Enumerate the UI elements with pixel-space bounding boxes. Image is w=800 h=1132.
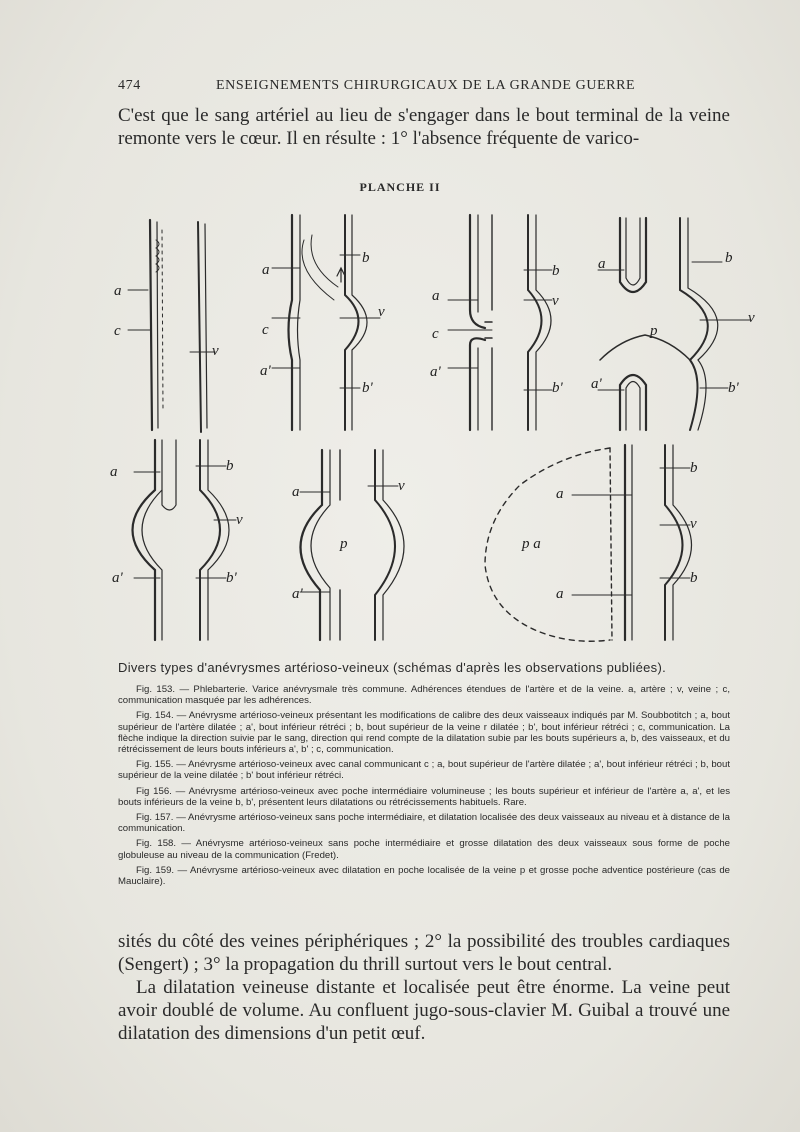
figure-captions	[118, 684, 730, 891]
label-a-prime: a'	[591, 376, 602, 392]
label-b: b	[552, 263, 560, 279]
label-b: b	[725, 250, 733, 266]
bottom-paragraph-1: sités du côté des veines périphériques ; 2° la possibilité des troubles cardiaques (Sengert) ; 3° la propagation du thrill surtout vers le bout central.	[118, 931, 730, 975]
figure-158	[300, 450, 404, 640]
label-b: b	[690, 460, 698, 476]
top-paragraph: C'est que le sang artériel au lieu de s'engager dans le bout terminal de la veine remonte vers le cœur. Il en résulte : 1° l'absence fréquente de varico-	[118, 105, 730, 149]
label-b: b	[226, 458, 234, 474]
label-b-prime: b'	[226, 570, 237, 586]
caption-fig-159: Fig. 159. — Anévrysme artérioso-veineux avec dilatation en poche localisée de la veine p et grosse poche adventice postérieure (cas de Mauclaire).	[118, 864, 730, 888]
label-a: a	[556, 586, 564, 602]
caption-fig-154: Fig. 154. — Anévrysme artérioso-veineux présentant les modifications de calibre des deux vaisseaux indiqués par M. Soubbotitch ; a, bout supérieur de l'artère dilatée ; a', bout inférieur rétréci ; b, bout supérieur de la veine r dilatée ; b', bout inférieur rétréci ; c, communication. La flèche indique la direction suivie par le sang, direction qui rend compte de la dilatation subie par les bouts supérieurs a, b, des vaisseaux, et du rétrécissement de leurs bouts inférieurs a', b' ; c, communication.	[118, 710, 730, 756]
label-v: v	[748, 310, 755, 326]
label-v: v	[690, 516, 697, 532]
bottom-paragraph-2: La dilatation veineuse distante et localisée peut être énorme. La veine peut avoir doublé de volume. Au confluent jugo-sous-clavier M. Guibal a trouvé une dilatation des dimensions d'un petit œuf.	[118, 977, 730, 1044]
caption-fig-156: Fig 156. — Anévrysme artérioso-veineux avec poche intermédiaire volumineuse ; les bouts supérieur et inférieur de l'artère a, a', et les bouts inférieurs de la veine b, b', présentent leurs dilatations ou rétrécissements habituels. Rare.	[118, 785, 730, 808]
label-a-prime: a'	[260, 363, 271, 379]
figure-154	[272, 215, 380, 430]
label-p: p	[340, 536, 348, 552]
label-a-prime: a'	[112, 570, 123, 586]
figure-159	[485, 445, 692, 641]
label-v: v	[378, 304, 385, 320]
label-b-prime: b'	[362, 380, 373, 396]
label-a: a	[262, 262, 270, 278]
label-v: v	[212, 343, 219, 359]
label-v: v	[552, 293, 559, 309]
label-b-prime: b'	[728, 380, 739, 396]
label-b: b	[362, 250, 370, 266]
label-a: a	[556, 486, 564, 502]
label-a: a	[432, 288, 440, 304]
label-c: c	[114, 323, 121, 339]
caption-fig-157: Fig. 157. — Anévrysme artérioso-veineux sans poche intermédiaire, et dilatation localisée des deux vaisseaux au niveau et à distance de la communication.	[118, 812, 730, 835]
label-p: p	[650, 323, 658, 339]
caption-fig-158: Fig. 158. — Anévrysme artérioso-veineux sans poche intermédiaire et grosse dilatation des deux vaisseaux sous forme de poche globuleuse au niveau de la communication (Fredet).	[118, 838, 730, 861]
label-a: a	[114, 283, 122, 299]
label-a: a	[598, 256, 606, 272]
plate-title: PLANCHE II	[359, 180, 441, 194]
figure-155	[448, 215, 552, 430]
label-b: b	[690, 570, 698, 586]
label-a: a	[110, 464, 118, 480]
label-v: v	[398, 478, 405, 494]
label-pa: p a	[522, 536, 541, 552]
label-a: a	[292, 484, 300, 500]
label-c: c	[262, 322, 269, 338]
caption-title: Divers types d'anévrysmes artérioso-veineux (schémas d'après les observations publiées).	[118, 660, 666, 675]
label-c: c	[432, 326, 439, 342]
figure-153	[128, 220, 215, 432]
label-a-prime: a'	[430, 364, 441, 380]
label-v: v	[236, 512, 243, 528]
figure-157	[133, 440, 237, 640]
caption-fig-153: Fig. 153. — Phlebarterie. Varice anévrysmale très commune. Adhérences étendues de l'artère et de la veine. a, artère ; v, veine ; c, communication masquée par les adhérences.	[118, 684, 730, 707]
running-title: ENSEIGNEMENTS CHIRURGICAUX DE LA GRANDE GUERRE	[216, 78, 636, 93]
caption-fig-155: Fig. 155. — Anévrysme artérioso-veineux avec canal communicant c ; a, bout supérieur de l'artère dilatée ; a', bout inférieur rétréci ; b, bout supérieur de la veine dilatée ; b' bout inférieur rétréci.	[118, 759, 730, 782]
label-a-prime: a'	[292, 586, 303, 602]
label-b-prime: b'	[552, 380, 563, 396]
bottom-text	[118, 930, 730, 1045]
page-number: 474	[118, 78, 141, 93]
